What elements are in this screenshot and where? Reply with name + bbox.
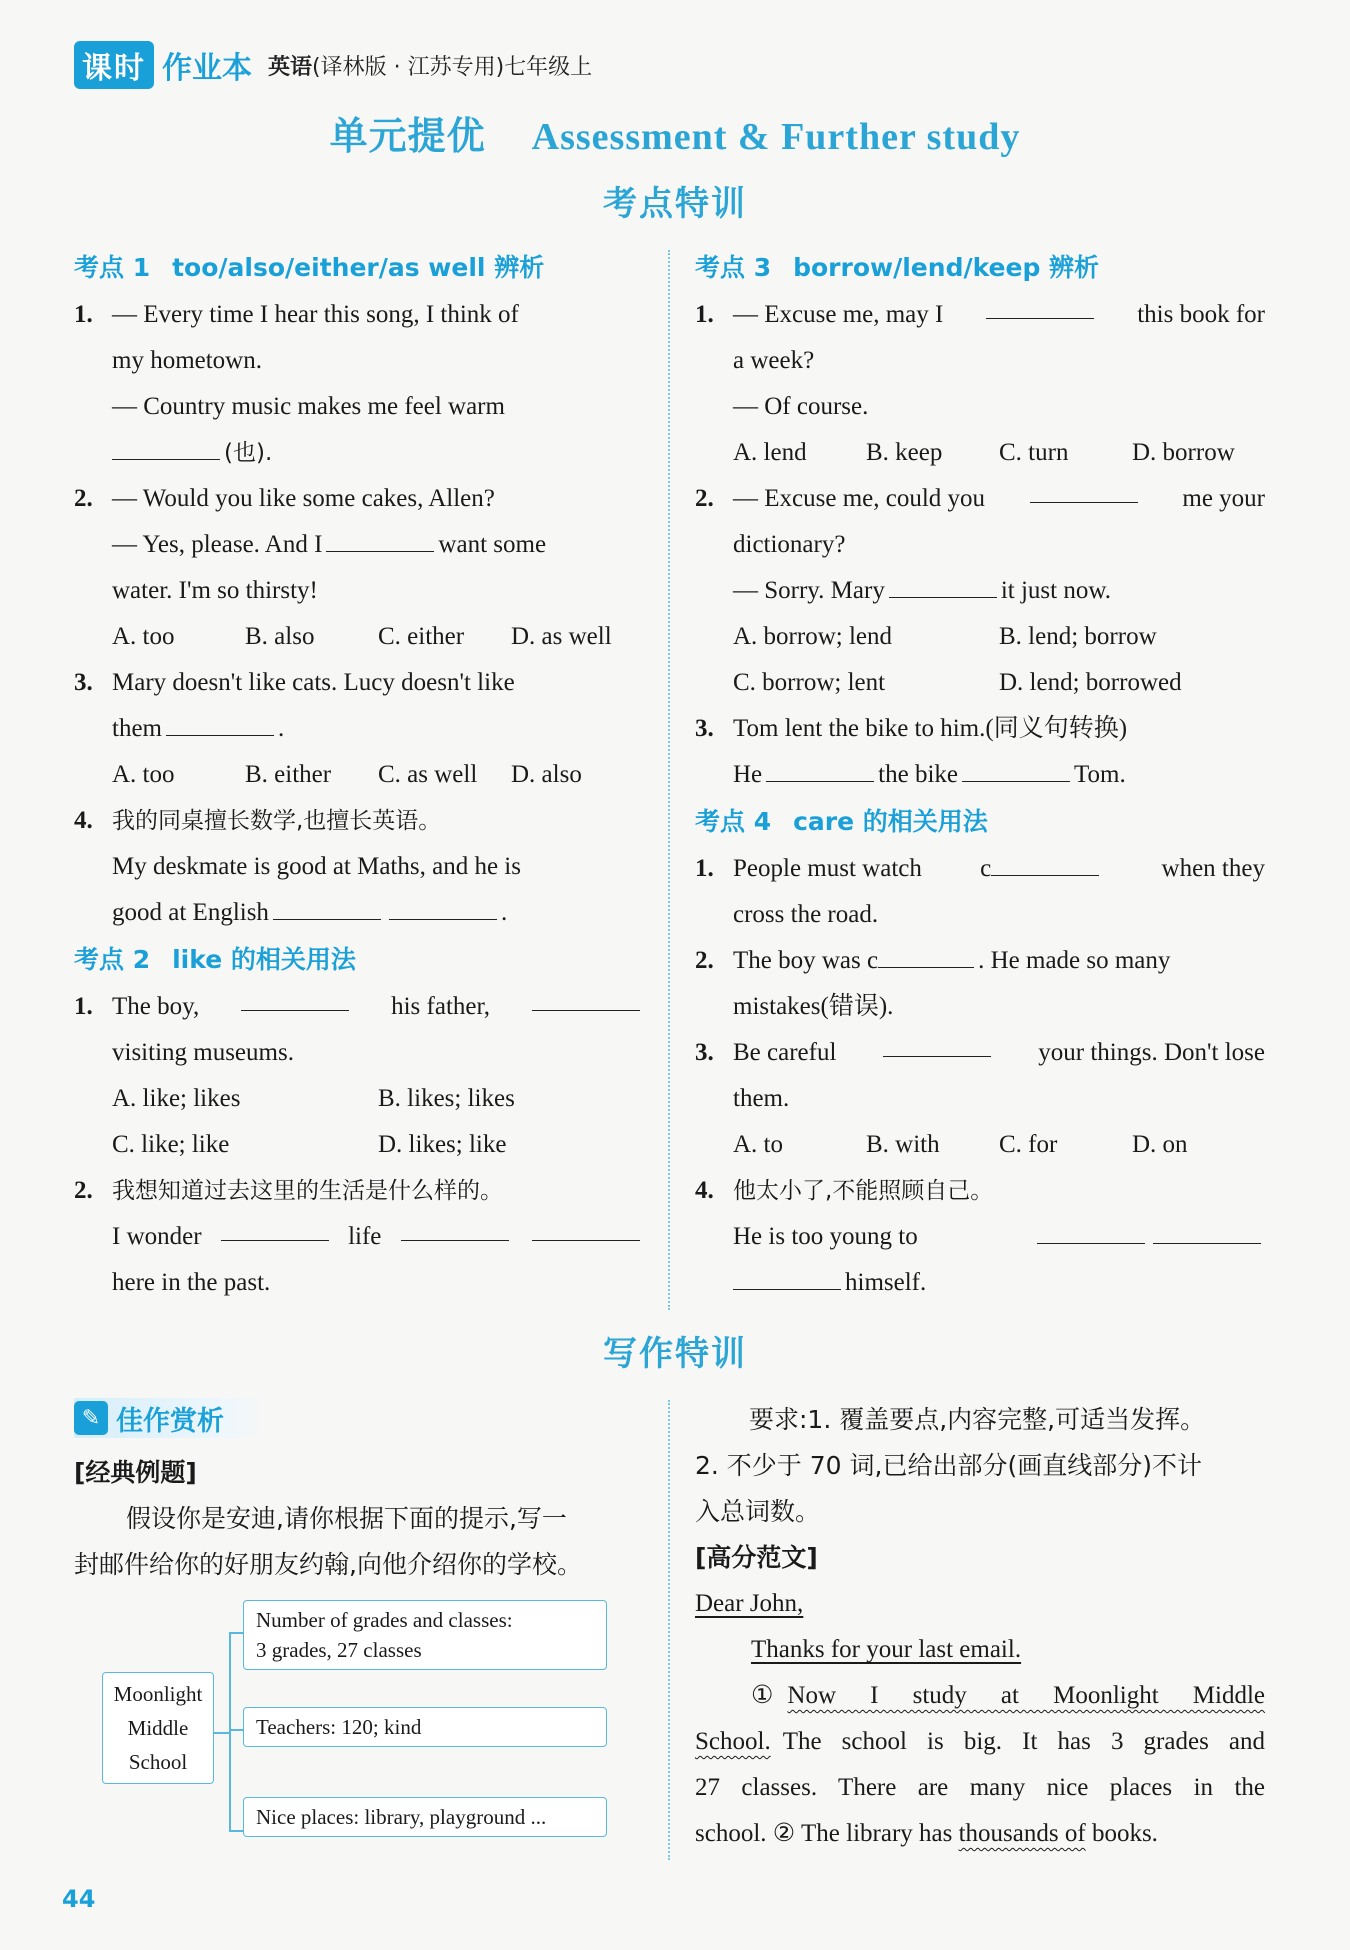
kp2-q2: 2. 我想知道过去这里的生活是什么样的。 I wonder life here in the past. [74, 1168, 644, 1306]
requirement-line2: 2. 不少于 70 词,已给出部分(画直线部分)不计 [695, 1451, 1202, 1480]
answer-blank[interactable] [962, 755, 1070, 782]
kp1-q3-options: A. too B. either C. as well D. also [112, 761, 582, 788]
kp3-q3: 3. Tom lent the bike to him.(同义句转换) He the bike Tom. [695, 715, 1128, 788]
mindmap-connector [229, 1729, 243, 1731]
kp4-heading: 考点 4 care 的相关用法 [695, 807, 988, 836]
thanks-line: Thanks for your last email. [751, 1636, 1022, 1663]
brand-header [74, 42, 592, 88]
mindmap-connector [229, 1830, 243, 1832]
answer-blank[interactable] [1153, 1217, 1261, 1244]
kp2-q1-options: A. like; likes B. likes; likes C. like; like D. likes; like [112, 1085, 515, 1158]
answer-blank[interactable] [1037, 1217, 1145, 1244]
kp1-heading: 考点 1 too/also/either/as well 辨析 [74, 253, 545, 282]
section-title-writing: 写作特训 [603, 1334, 747, 1374]
answer-blank[interactable] [401, 1214, 509, 1241]
prompt-line2: 封邮件给你的好朋友约翰,向他介绍你的学校。 [74, 1550, 582, 1579]
kp4-q3-options: A. to B. with C. for D. on [733, 1131, 1188, 1158]
prompt-line1: 假设你是安迪,请你根据下面的提示,写一 [126, 1504, 567, 1533]
requirement-line3: 入总词数。 [695, 1497, 821, 1526]
pencil-icon: ✎ [74, 1401, 108, 1435]
writing-right [695, 1397, 1265, 1857]
column-divider-writing [668, 1400, 670, 1860]
requirement-line1: 要求:1. 覆盖要点,内容完整,可适当发挥。 [749, 1405, 1206, 1434]
kp3-q2-options: A. borrow; lend B. lend; borrow C. borrow; lent D. lend; borrowed [733, 623, 1182, 696]
mindmap-connector [229, 1632, 231, 1832]
kp3-q2: 2. — Excuse me, could you me your dictionary? — Sorry. Mary it just now. [695, 476, 1265, 614]
kp1-q4: 4. 我的同桌擅长数学,也擅长英语。 My deskmate is good at Maths, and he is good at English . [74, 807, 521, 926]
answer-blank[interactable] [991, 849, 1099, 876]
answer-blank[interactable] [112, 433, 220, 460]
kp3-heading: 考点 3 borrow/lend/keep 辨析 [695, 253, 1100, 282]
example-heading: [经典例题] [74, 1458, 197, 1487]
kp1-q2: 2. — Would you like some cakes, Allen? — Yes, please. And I want some water. I'm so thirsty! [74, 485, 547, 604]
section-title-exercises: 考点特训 [603, 184, 747, 224]
answer-blank[interactable] [883, 1030, 991, 1057]
kp1-q2-options: A. too B. also C. either D. as well [112, 623, 612, 650]
page-number: 44 [62, 1885, 96, 1913]
kp3-q1-options: A. lend B. keep C. turn D. borrow [733, 439, 1235, 466]
kp3-q1: 1. — Excuse me, may I this book for a week? — Of course. [695, 292, 1265, 430]
answer-blank[interactable] [532, 1214, 640, 1241]
appreciation-badge: ✎ 佳作赏析 [74, 1398, 264, 1438]
right-column [695, 244, 1265, 1306]
sample-line1: ① Now I study at Moonlight Middle [751, 1682, 1265, 1709]
kp4-q4: 4. 他太小了,不能照顾自己。 He is too young to himself. [695, 1168, 1265, 1306]
sample-line4: school. ② The library has thousands of books. [695, 1820, 1158, 1847]
answer-blank[interactable] [986, 292, 1094, 319]
greeting: Dear John, [695, 1590, 804, 1617]
answer-blank[interactable] [221, 1214, 329, 1241]
answer-blank[interactable] [766, 755, 874, 782]
book-info: 英语(译林版 · 江苏专用)七年级上 [268, 54, 593, 80]
brand-name: 作业本 [162, 51, 252, 86]
sample-line3: 27 classes. There are many nice places in the [695, 1774, 1265, 1801]
kp2-heading: 考点 2 like 的相关用法 [74, 945, 356, 974]
sample-line2: School. The school is big. It has 3 grades and [695, 1728, 1265, 1755]
answer-blank[interactable] [733, 1263, 841, 1290]
kp1-q1: 1. — Every time I hear this song, I think of my hometown. — Country music makes me feel warm (也). [74, 301, 519, 466]
answer-blank[interactable] [889, 571, 997, 598]
kp4-q3: 3. Be careful your things. Don't lose them. [695, 1030, 1265, 1122]
mindmap-center: Moonlight Middle School [102, 1672, 214, 1784]
kp2-q1: 1. The boy, his father, visiting museums. [74, 984, 644, 1076]
left-column [74, 244, 644, 1306]
answer-blank[interactable] [166, 709, 274, 736]
mindmap-connector [214, 1732, 230, 1734]
writing-left [74, 1450, 644, 1588]
answer-blank[interactable] [1030, 476, 1138, 503]
mindmap-box-grades: Number of grades and classes: 3 grades, 27 classes [243, 1600, 607, 1670]
answer-blank[interactable] [241, 984, 349, 1011]
kp4-q1: 1. People must watch c when they cross the road. [695, 846, 1265, 938]
answer-blank[interactable] [532, 984, 640, 1011]
answer-blank[interactable] [326, 525, 434, 552]
brand-logo: 课时 [74, 41, 154, 89]
answer-blank[interactable] [389, 893, 497, 920]
kp4-q2: 2. The boy was c . He made so many mistakes(错误). [695, 938, 1265, 1030]
kp1-q3: 3. Mary doesn't like cats. Lucy doesn't like them . [74, 669, 515, 742]
mindmap-box-places: Nice places: library, playground ... [243, 1797, 607, 1837]
mindmap-connector [229, 1632, 243, 1634]
sample-heading: [高分范文] [695, 1543, 818, 1572]
answer-blank[interactable] [273, 893, 381, 920]
mindmap-box-teachers: Teachers: 120; kind [243, 1707, 607, 1747]
answer-blank[interactable] [878, 941, 974, 968]
unit-title: 单元提优 Assessment & Further study [329, 114, 1021, 158]
column-divider [668, 250, 670, 1310]
